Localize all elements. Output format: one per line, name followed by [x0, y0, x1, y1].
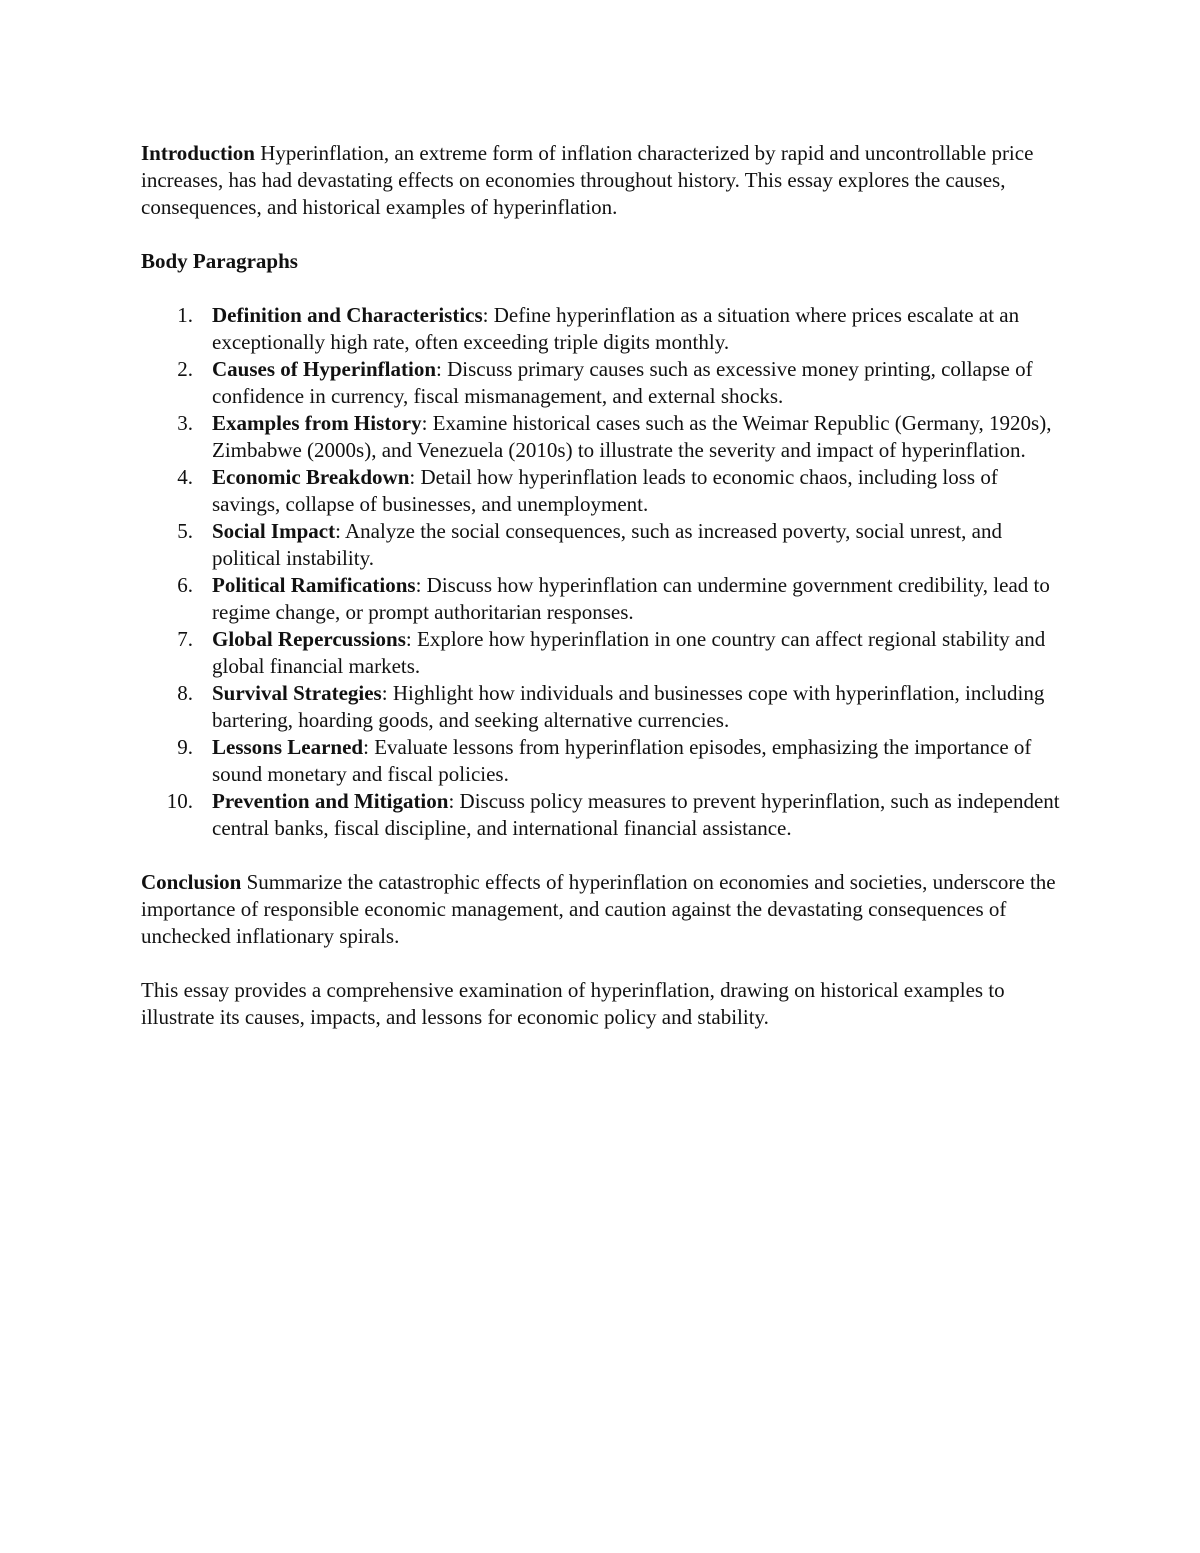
conclusion-text: Summarize the catastrophic effects of hyperinflation on economies and societies, underscore the importance of responsible economic management, and caution against the devastating consequences of unchecked inflationary spirals. — [141, 870, 1056, 948]
list-item-title: Definition and Characteristics — [212, 303, 483, 327]
list-item — [141, 464, 1071, 518]
list-item-number: 4. — [177, 465, 193, 489]
list-item-title: Political Ramifications — [212, 573, 416, 597]
list-item — [141, 788, 1071, 842]
list-item — [141, 356, 1071, 410]
list-item — [141, 572, 1071, 626]
list-item — [141, 410, 1071, 464]
body-paragraph-list — [141, 302, 1071, 842]
list-item-text: : Analyze the social consequences, such as increased poverty, social unrest, and political instability. — [212, 519, 1002, 570]
list-item-title: Survival Strategies — [212, 681, 382, 705]
list-item — [141, 518, 1071, 572]
list-item-title: Causes of Hyperinflation — [212, 357, 437, 381]
list-item — [141, 302, 1071, 356]
list-item-text: : Discuss policy measures to prevent hyperinflation, such as independent central banks, fiscal discipline, and international financial assistance. — [212, 789, 1060, 840]
list-item-number: 5. — [177, 519, 193, 543]
list-item-title: Economic Breakdown — [212, 465, 410, 489]
list-item-number: 8. — [177, 681, 193, 705]
introduction-paragraph — [141, 140, 1071, 221]
list-item-text: : Examine historical cases such as the Weimar Republic (Germany, 1920s), Zimbabwe (2000s), and Venezuela (2010s) to illustrate the severity and impact of hyperinflation. — [212, 411, 1052, 462]
body-heading: Body Paragraphs — [141, 249, 298, 273]
list-item-title: Global Repercussions — [212, 627, 406, 651]
introduction-label: Introduction — [141, 141, 255, 165]
list-item — [141, 734, 1071, 788]
list-item-number: 2. — [177, 357, 193, 381]
closing-paragraph: This essay provides a comprehensive examination of hyperinflation, drawing on historical examples to illustrate its causes, impacts, and lessons for economic policy and stability. — [141, 978, 1005, 1029]
list-item-text: : Detail how hyperinflation leads to economic chaos, including loss of savings, collapse of businesses, and unemployment. — [212, 465, 998, 516]
list-item-number: 3. — [177, 411, 193, 435]
list-item-text: : Discuss how hyperinflation can undermine government credibility, lead to regime change, or prompt authoritarian responses. — [212, 573, 1050, 624]
list-item — [141, 680, 1071, 734]
list-item-title: Lessons Learned — [212, 735, 364, 759]
introduction-text: Hyperinflation, an extreme form of inflation characterized by rapid and uncontrollable price increases, has had devastating effects on economies throughout history. This essay explores the causes, consequences, and historical examples of hyperinflation. — [141, 141, 1034, 219]
list-item-number: 6. — [177, 573, 193, 597]
list-item-text: : Discuss primary causes such as excessive money printing, collapse of confidence in currency, fiscal mismanagement, and external shocks. — [212, 357, 1033, 408]
list-item-text: : Define hyperinflation as a situation where prices escalate at an exceptionally high rate, often exceeding triple digits monthly. — [212, 303, 1020, 354]
list-item-title: Social Impact — [212, 519, 336, 543]
document-page — [141, 140, 1071, 1058]
list-item-number: 9. — [177, 735, 193, 759]
list-item-text: : Explore how hyperinflation in one country can affect regional stability and global financial markets. — [212, 627, 1046, 678]
list-item-number: 1. — [177, 303, 193, 327]
list-item-title: Prevention and Mitigation — [212, 789, 449, 813]
list-item-title: Examples from History — [212, 411, 422, 435]
conclusion-label: Conclusion — [141, 870, 242, 894]
list-item-number: 7. — [177, 627, 193, 651]
list-item-number: 10. — [166, 789, 193, 813]
list-item-text: : Highlight how individuals and businesses cope with hyperinflation, including bartering, hoarding goods, and seeking alternative currencies. — [212, 681, 1045, 732]
list-item — [141, 626, 1071, 680]
list-item-text: : Evaluate lessons from hyperinflation episodes, emphasizing the importance of sound monetary and fiscal policies. — [212, 735, 1032, 786]
conclusion-paragraph — [141, 869, 1071, 950]
